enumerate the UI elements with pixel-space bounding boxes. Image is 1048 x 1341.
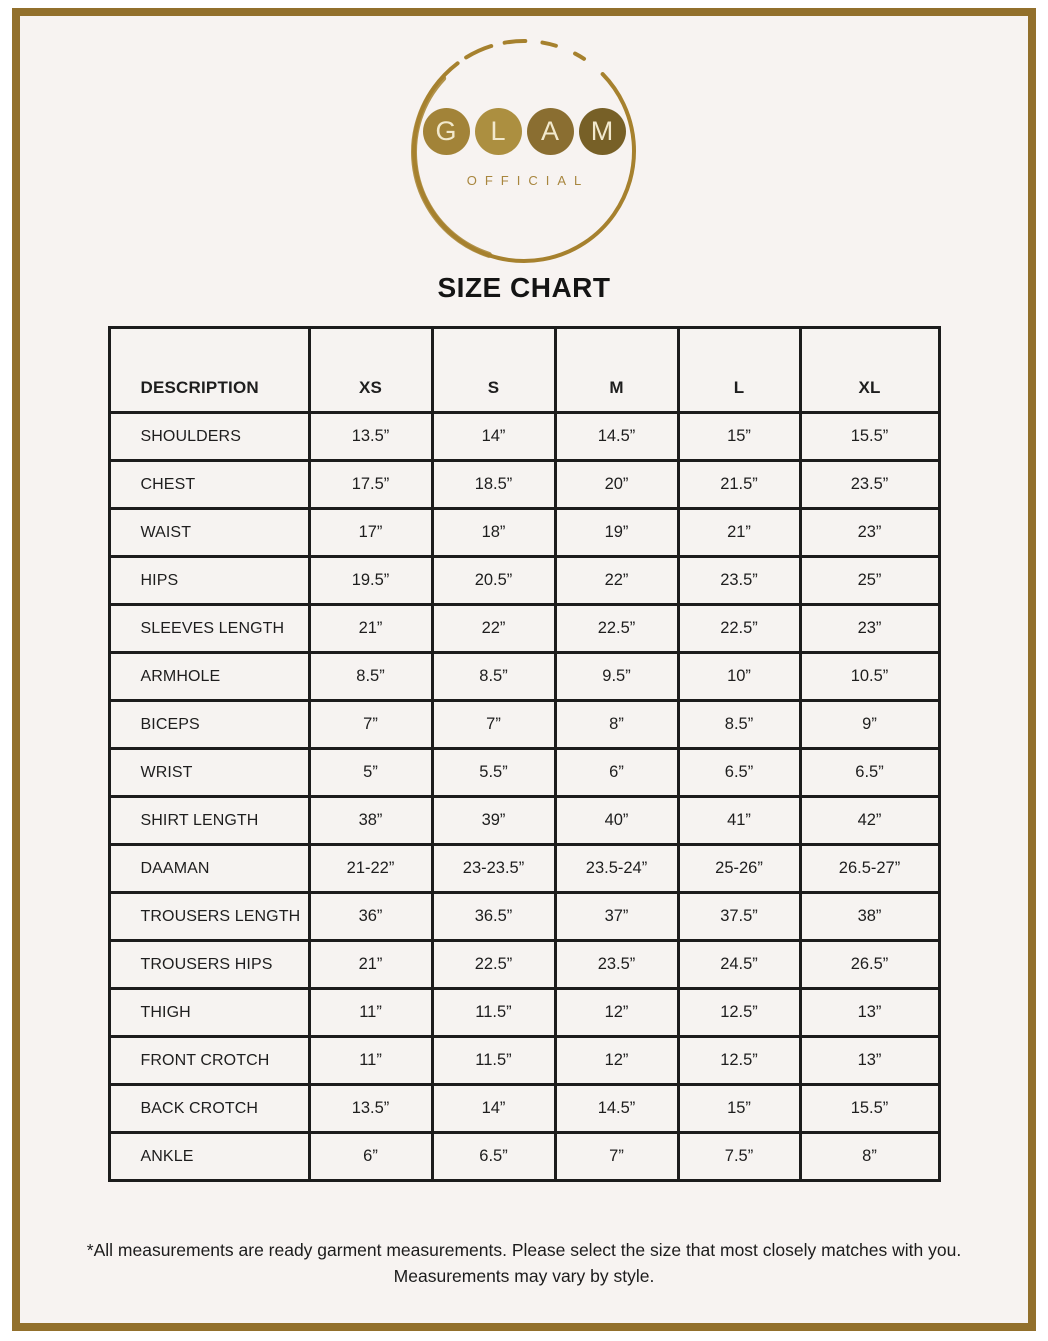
measurement-cell: 7” xyxy=(432,701,555,749)
measurement-cell: 21” xyxy=(309,941,432,989)
table-body xyxy=(109,413,939,1181)
row-label: TROUSERS HIPS xyxy=(109,941,309,989)
logo-letter-a: A xyxy=(527,108,574,155)
measurement-cell: 8.5” xyxy=(309,653,432,701)
measurement-cell: 21” xyxy=(678,509,800,557)
logo-letter-l: L xyxy=(475,108,522,155)
measurement-cell: 13” xyxy=(800,1037,939,1085)
table-row xyxy=(109,1133,939,1181)
measurement-cell: 11.5” xyxy=(432,1037,555,1085)
measurement-cell: 36” xyxy=(309,893,432,941)
table-row xyxy=(109,1037,939,1085)
measurement-cell: 14.5” xyxy=(555,413,678,461)
measurement-cell: 22.5” xyxy=(432,941,555,989)
measurement-cell: 23” xyxy=(800,605,939,653)
measurement-cell: 37.5” xyxy=(678,893,800,941)
measurement-cell: 14.5” xyxy=(555,1085,678,1133)
measurement-cell: 20” xyxy=(555,461,678,509)
row-label: WAIST xyxy=(109,509,309,557)
decorative-gold-frame xyxy=(12,8,1036,1331)
table-row xyxy=(109,941,939,989)
measurement-cell: 21-22” xyxy=(309,845,432,893)
measurement-cell: 15.5” xyxy=(800,1085,939,1133)
measurement-cell: 25-26” xyxy=(678,845,800,893)
measurement-cell: 22” xyxy=(432,605,555,653)
measurement-cell: 8” xyxy=(555,701,678,749)
measurement-cell: 6.5” xyxy=(800,749,939,797)
row-label: WRIST xyxy=(109,749,309,797)
measurement-cell: 13.5” xyxy=(309,1085,432,1133)
row-label: HIPS xyxy=(109,557,309,605)
row-label: TROUSERS LENGTH xyxy=(109,893,309,941)
measurement-cell: 8.5” xyxy=(432,653,555,701)
row-label: SLEEVES LENGTH xyxy=(109,605,309,653)
row-label: ANKLE xyxy=(109,1133,309,1181)
measurement-cell: 39” xyxy=(432,797,555,845)
measurement-cell: 19.5” xyxy=(309,557,432,605)
measurement-cell: 20.5” xyxy=(432,557,555,605)
measurement-cell: 37” xyxy=(555,893,678,941)
header-size-xl: XL xyxy=(800,328,939,413)
logo-subtitle: OFFICIAL xyxy=(466,173,590,188)
logo-letter-m: M xyxy=(579,108,626,155)
row-label: BICEPS xyxy=(109,701,309,749)
measurement-cell: 21.5” xyxy=(678,461,800,509)
header-size-xs: XS xyxy=(309,328,432,413)
measurement-cell: 26.5” xyxy=(800,941,939,989)
row-label: BACK CROTCH xyxy=(109,1085,309,1133)
measurement-cell: 10” xyxy=(678,653,800,701)
footnote-line-1: *All measurements are ready garment measurements. Please select the size that most closely matches with you. xyxy=(86,1240,962,1260)
measurement-cell: 7” xyxy=(309,701,432,749)
table-row xyxy=(109,701,939,749)
page-title: SIZE CHART xyxy=(437,272,611,303)
measurement-cell: 15” xyxy=(678,413,800,461)
table-row xyxy=(109,653,939,701)
measurement-cell: 6” xyxy=(309,1133,432,1181)
measurement-cell: 7.5” xyxy=(678,1133,800,1181)
table-row xyxy=(109,797,939,845)
table-row xyxy=(109,413,939,461)
table-row xyxy=(109,1085,939,1133)
row-label: DAAMAN xyxy=(109,845,309,893)
measurement-cell: 25” xyxy=(800,557,939,605)
table-row xyxy=(109,509,939,557)
measurement-cell: 8.5” xyxy=(678,701,800,749)
measurement-cell: 7” xyxy=(555,1133,678,1181)
measurement-cell: 26.5-27” xyxy=(800,845,939,893)
measurement-cell: 21” xyxy=(309,605,432,653)
measurement-cell: 22.5” xyxy=(555,605,678,653)
measurement-cell: 41” xyxy=(678,797,800,845)
row-label: CHEST xyxy=(109,461,309,509)
measurement-cell: 24.5” xyxy=(678,941,800,989)
measurement-cell: 9” xyxy=(800,701,939,749)
measurement-cell: 22.5” xyxy=(678,605,800,653)
header-size-m: M xyxy=(555,328,678,413)
measurement-cell: 8” xyxy=(800,1133,939,1181)
measurement-cell: 6.5” xyxy=(432,1133,555,1181)
measurement-cell: 13” xyxy=(800,989,939,1037)
measurement-cell: 18” xyxy=(432,509,555,557)
table-row xyxy=(109,845,939,893)
table-row xyxy=(109,893,939,941)
measurement-cell: 12” xyxy=(555,989,678,1037)
measurement-cell: 22” xyxy=(555,557,678,605)
measurement-cell: 11” xyxy=(309,989,432,1037)
measurement-cell: 17.5” xyxy=(309,461,432,509)
measurement-cell: 23.5” xyxy=(678,557,800,605)
measurement-cell: 40” xyxy=(555,797,678,845)
logo-letter-g: G xyxy=(423,108,470,155)
size-chart-table xyxy=(108,326,941,1182)
measurement-cell: 38” xyxy=(800,893,939,941)
measurement-cell: 12” xyxy=(555,1037,678,1085)
measurement-cell: 38” xyxy=(309,797,432,845)
measurement-cell: 15.5” xyxy=(800,413,939,461)
measurement-cell: 17” xyxy=(309,509,432,557)
measurement-cell: 12.5” xyxy=(678,989,800,1037)
brand-logo xyxy=(406,32,642,268)
measurement-cell: 10.5” xyxy=(800,653,939,701)
table-row xyxy=(109,749,939,797)
measurement-cell: 11” xyxy=(309,1037,432,1085)
measurement-cell: 19” xyxy=(555,509,678,557)
measurement-cell: 9.5” xyxy=(555,653,678,701)
table-header-row xyxy=(109,328,939,413)
measurement-cell: 12.5” xyxy=(678,1037,800,1085)
measurement-cell: 5.5” xyxy=(432,749,555,797)
measurement-cell: 23” xyxy=(800,509,939,557)
row-label: SHOULDERS xyxy=(109,413,309,461)
header-size-l: L xyxy=(678,328,800,413)
row-label: THIGH xyxy=(109,989,309,1037)
measurement-cell: 14” xyxy=(432,413,555,461)
measurement-cell: 5” xyxy=(309,749,432,797)
table-row xyxy=(109,461,939,509)
measurement-cell: 23.5” xyxy=(800,461,939,509)
header-description: DESCRIPTION xyxy=(109,328,309,413)
table-row xyxy=(109,557,939,605)
row-label: FRONT CROTCH xyxy=(109,1037,309,1085)
measurement-cell: 18.5” xyxy=(432,461,555,509)
measurement-cell: 23-23.5” xyxy=(432,845,555,893)
measurement-cell: 23.5-24” xyxy=(555,845,678,893)
measurement-cell: 6” xyxy=(555,749,678,797)
footnote-line-2: Measurements may vary by style. xyxy=(393,1266,655,1286)
footnote xyxy=(20,1237,1028,1289)
measurement-cell: 14” xyxy=(432,1085,555,1133)
measurement-cell: 13.5” xyxy=(309,413,432,461)
logo-letters xyxy=(406,108,642,155)
row-label: ARMHOLE xyxy=(109,653,309,701)
measurement-cell: 23.5” xyxy=(555,941,678,989)
table-row xyxy=(109,605,939,653)
measurement-cell: 6.5” xyxy=(678,749,800,797)
measurement-cell: 15” xyxy=(678,1085,800,1133)
header-size-s: S xyxy=(432,328,555,413)
measurement-cell: 42” xyxy=(800,797,939,845)
measurement-cell: 11.5” xyxy=(432,989,555,1037)
row-label: SHIRT LENGTH xyxy=(109,797,309,845)
measurement-cell: 36.5” xyxy=(432,893,555,941)
table-row xyxy=(109,989,939,1037)
